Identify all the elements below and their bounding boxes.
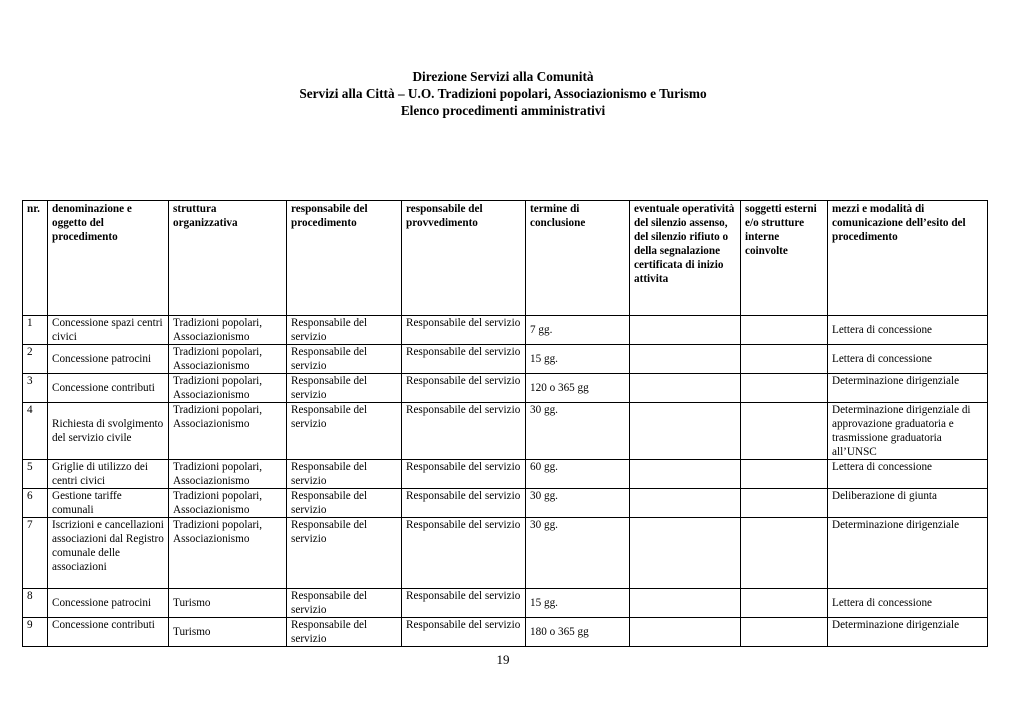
table-row xyxy=(23,345,988,374)
cell-soggetti xyxy=(741,460,828,489)
cell-termine: 15 gg. xyxy=(526,589,630,618)
cell-termine: 15 gg. xyxy=(526,345,630,374)
table-header-row xyxy=(23,201,988,316)
cell-soggetti xyxy=(741,403,828,460)
cell-soggetti xyxy=(741,374,828,403)
cell-termine: 60 gg. xyxy=(526,460,630,489)
cell-resp-provvedimento: Responsabile del servizio xyxy=(402,589,526,618)
cell-resp-procedimento: Responsabile del servizio xyxy=(287,345,402,374)
cell-operativita xyxy=(630,589,741,618)
cell-resp-procedimento: Responsabile del servizio xyxy=(287,403,402,460)
cell-nr: 5 xyxy=(23,460,48,489)
cell-mezzi: Lettera di concessione xyxy=(828,316,988,345)
cell-termine: 7 gg. xyxy=(526,316,630,345)
cell-nr: 6 xyxy=(23,489,48,518)
cell-denominazione: Concessione spazi centri civici xyxy=(48,316,169,345)
cell-resp-procedimento: Responsabile del servizio xyxy=(287,374,402,403)
cell-resp-provvedimento: Responsabile del servizio xyxy=(402,618,526,647)
col-header-operativita: eventuale operatività del silenzio assenso, del silenzio rifiuto o della segnalazione certificata di inizio attivita xyxy=(630,201,741,316)
table-row xyxy=(23,618,988,647)
cell-struttura: Turismo xyxy=(169,618,287,647)
cell-termine: 180 o 365 gg xyxy=(526,618,630,647)
document-header xyxy=(0,68,1006,119)
cell-termine: 30 gg. xyxy=(526,518,630,589)
cell-resp-provvedimento: Responsabile del servizio xyxy=(402,518,526,589)
cell-struttura: Tradizioni popolari, Associazionismo xyxy=(169,460,287,489)
cell-resp-procedimento: Responsabile del servizio xyxy=(287,589,402,618)
cell-mezzi: Lettera di concessione xyxy=(828,589,988,618)
cell-operativita xyxy=(630,403,741,460)
cell-soggetti xyxy=(741,345,828,374)
cell-operativita xyxy=(630,374,741,403)
cell-struttura: Tradizioni popolari, Associazionismo xyxy=(169,374,287,403)
cell-resp-provvedimento: Responsabile del servizio xyxy=(402,403,526,460)
cell-resp-procedimento: Responsabile del servizio xyxy=(287,460,402,489)
cell-mezzi: Lettera di concessione xyxy=(828,460,988,489)
cell-operativita xyxy=(630,518,741,589)
cell-nr: 4 xyxy=(23,403,48,460)
cell-operativita xyxy=(630,345,741,374)
col-header-soggetti: soggetti esterni e/o strutture interne coinvolte xyxy=(741,201,828,316)
cell-termine: 30 gg. xyxy=(526,489,630,518)
cell-mezzi: Deliberazione di giunta xyxy=(828,489,988,518)
cell-denominazione: Concessione patrocini xyxy=(48,345,169,374)
cell-denominazione: Iscrizioni e cancellazioni associazioni dal Registro comunale delle associazioni xyxy=(48,518,169,589)
header-list-title: Elenco procedimenti amministrativi xyxy=(400,103,606,118)
cell-termine: 120 o 365 gg xyxy=(526,374,630,403)
cell-soggetti xyxy=(741,589,828,618)
cell-operativita xyxy=(630,618,741,647)
header-direction: Direzione Servizi alla Comunità xyxy=(412,69,594,84)
col-header-resp-procedimento: responsabile del procedimento xyxy=(287,201,402,316)
cell-denominazione: Griglie di utilizzo dei centri civici xyxy=(48,460,169,489)
cell-struttura: Tradizioni popolari, Associazionismo xyxy=(169,316,287,345)
cell-denominazione: Concessione contributi xyxy=(48,374,169,403)
page-number: 19 xyxy=(496,652,510,667)
cell-resp-provvedimento: Responsabile del servizio xyxy=(402,374,526,403)
table-row xyxy=(23,374,988,403)
cell-operativita xyxy=(630,316,741,345)
cell-struttura: Turismo xyxy=(169,589,287,618)
header-office: Servizi alla Città – U.O. Tradizioni popolari, Associazionismo e Turismo xyxy=(299,86,707,101)
cell-resp-procedimento: Responsabile del servizio xyxy=(287,489,402,518)
table-row xyxy=(23,316,988,345)
cell-mezzi: Determinazione dirigenziale xyxy=(828,518,988,589)
cell-struttura: Tradizioni popolari, Associazionismo xyxy=(169,345,287,374)
cell-resp-procedimento: Responsabile del servizio xyxy=(287,316,402,345)
cell-resp-provvedimento: Responsabile del servizio xyxy=(402,345,526,374)
cell-mezzi: Lettera di concessione xyxy=(828,345,988,374)
table-row xyxy=(23,589,988,618)
col-header-resp-provvedimento: responsabile del provvedimento xyxy=(402,201,526,316)
cell-resp-provvedimento: Responsabile del servizio xyxy=(402,460,526,489)
col-header-mezzi: mezzi e modalità di comunicazione dell’esito del procedimento xyxy=(828,201,988,316)
col-header-nr: nr. xyxy=(23,201,48,316)
cell-mezzi: Determinazione dirigenziale di approvazione graduatoria e trasmissione graduatoria all’UNSC xyxy=(828,403,988,460)
cell-nr: 9 xyxy=(23,618,48,647)
cell-resp-procedimento: Responsabile del servizio xyxy=(287,618,402,647)
cell-nr: 8 xyxy=(23,589,48,618)
cell-struttura: Tradizioni popolari, Associazionismo xyxy=(169,518,287,589)
cell-soggetti xyxy=(741,316,828,345)
cell-denominazione: Gestione tariffe comunali xyxy=(48,489,169,518)
cell-resp-provvedimento: Responsabile del servizio xyxy=(402,316,526,345)
cell-nr: 1 xyxy=(23,316,48,345)
cell-struttura: Tradizioni popolari, Associazionismo xyxy=(169,489,287,518)
cell-soggetti xyxy=(741,489,828,518)
cell-soggetti xyxy=(741,518,828,589)
cell-nr: 7 xyxy=(23,518,48,589)
cell-mezzi: Determinazione dirigenziale xyxy=(828,618,988,647)
col-header-struttura: struttura organizzativa xyxy=(169,201,287,316)
table-row xyxy=(23,518,988,589)
cell-resp-provvedimento: Responsabile del servizio xyxy=(402,489,526,518)
procedures-table xyxy=(22,200,988,647)
cell-nr: 3 xyxy=(23,374,48,403)
table-row xyxy=(23,403,988,460)
table-row xyxy=(23,460,988,489)
cell-denominazione: Richiesta di svolgimento del servizio civile xyxy=(48,403,169,460)
cell-resp-procedimento: Responsabile del servizio xyxy=(287,518,402,589)
col-header-termine: termine di conclusione xyxy=(526,201,630,316)
cell-operativita xyxy=(630,489,741,518)
cell-denominazione: Concessione contributi xyxy=(48,618,169,647)
cell-nr: 2 xyxy=(23,345,48,374)
table-row xyxy=(23,489,988,518)
cell-denominazione: Concessione patrocini xyxy=(48,589,169,618)
col-header-denominazione: denominazione e oggetto del procedimento xyxy=(48,201,169,316)
cell-struttura: Tradizioni popolari, Associazionismo xyxy=(169,403,287,460)
cell-mezzi: Determinazione dirigenziale xyxy=(828,374,988,403)
cell-operativita xyxy=(630,460,741,489)
cell-termine: 30 gg. xyxy=(526,403,630,460)
cell-soggetti xyxy=(741,618,828,647)
